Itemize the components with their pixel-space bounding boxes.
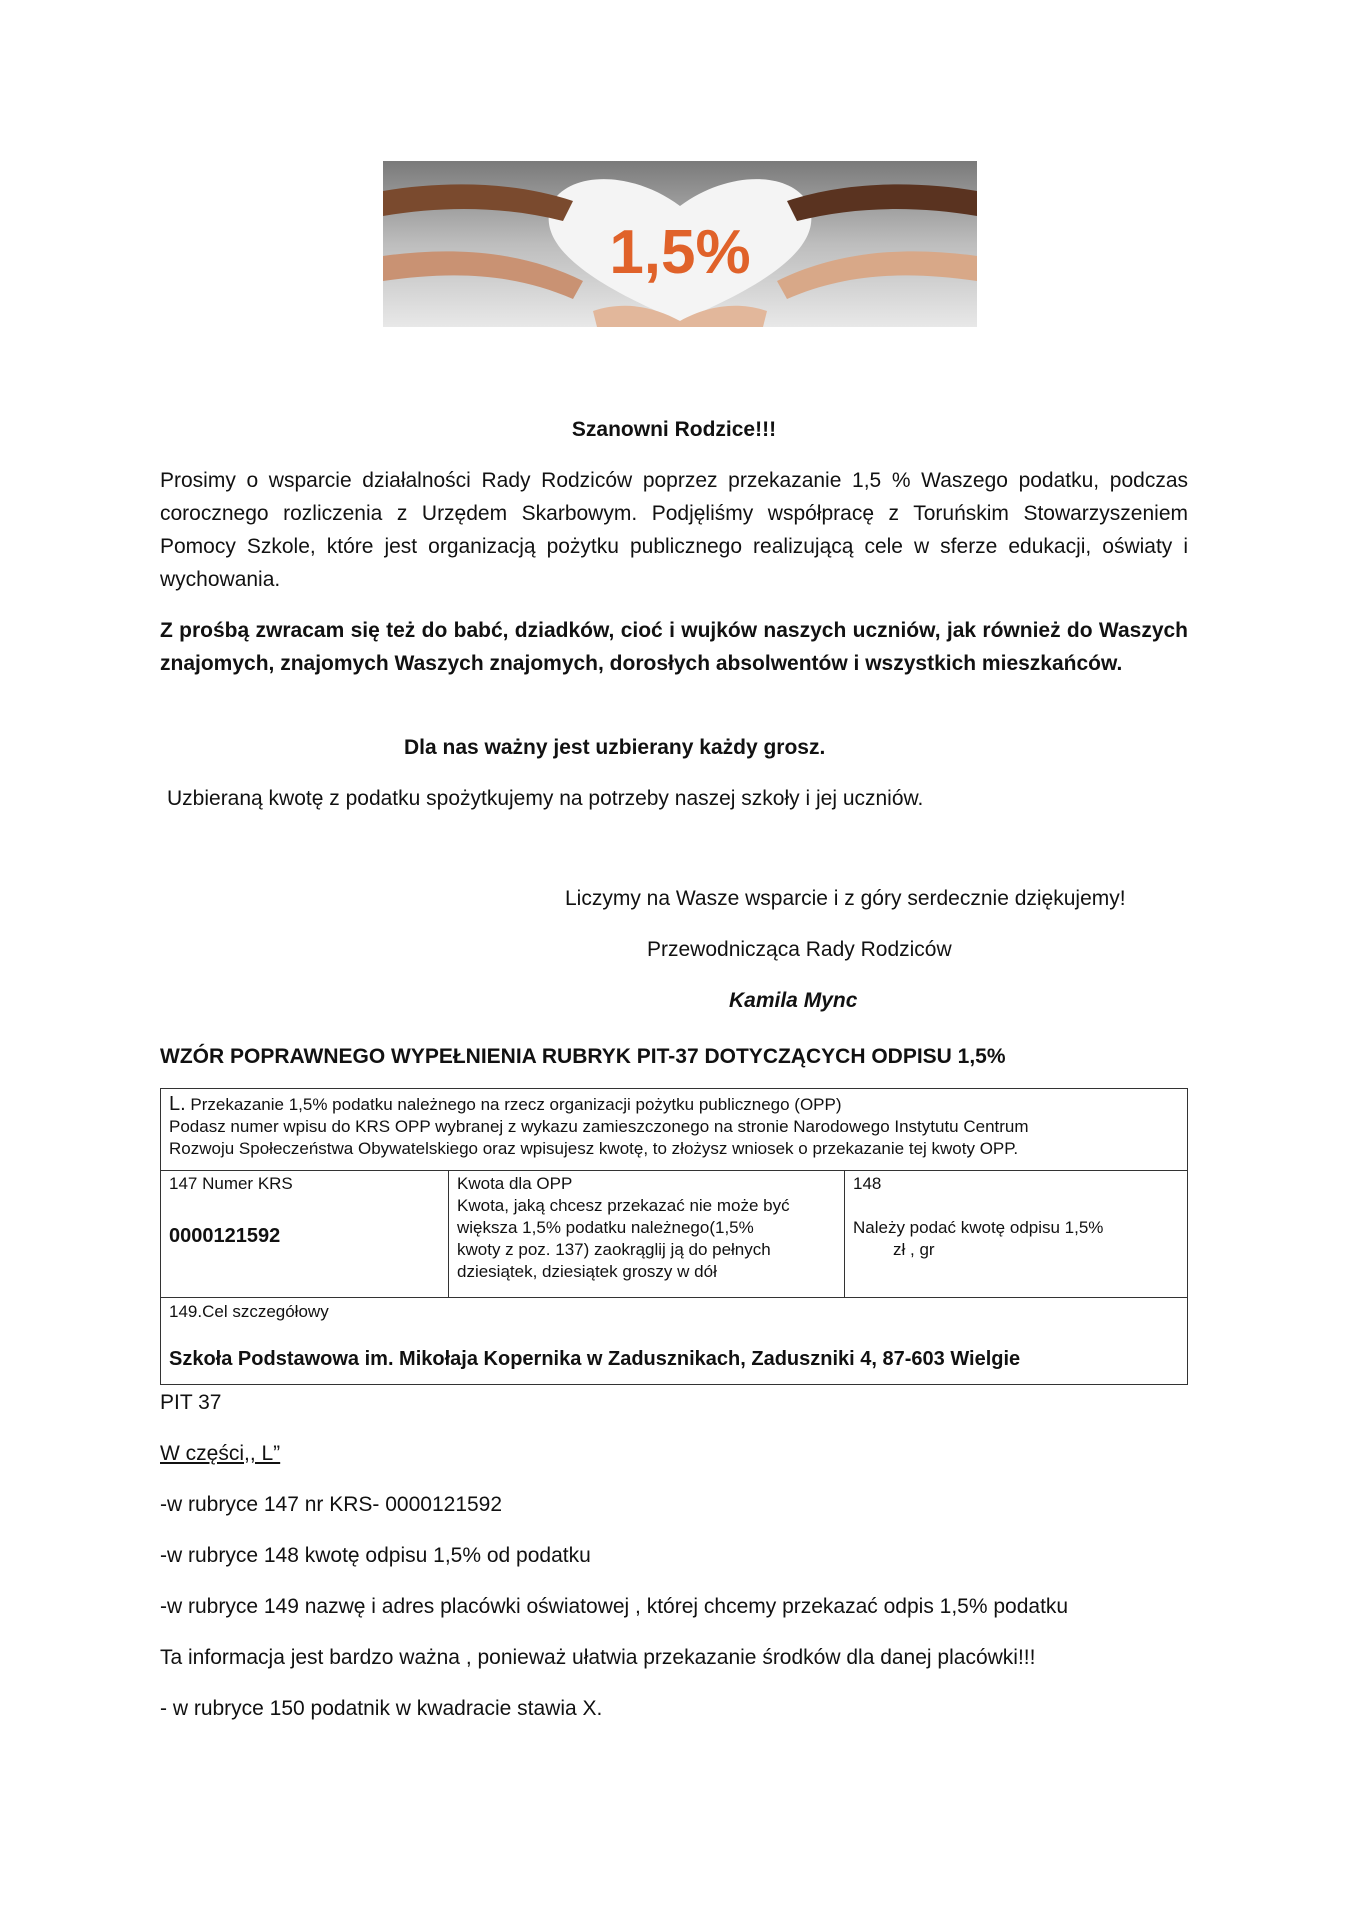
field-148-label: 148: [853, 1174, 882, 1193]
thanks-line: Liczymy na Wasze wsparcie i z góry serdecznie dziękujemy!: [565, 887, 1126, 910]
amount-desc-3: kwoty z poz. 137) zaokrąglij ją do pełnych: [457, 1240, 771, 1259]
instruction-148: -w rubryce 148 kwotę odpisu 1,5% od podatku: [160, 1544, 591, 1567]
section-title: Przekazanie 1,5% podatku należnego na rzecz organizacji pożytku publicznego (OPP): [190, 1095, 842, 1114]
instruction-149: -w rubryce 149 nazwę i adres placówki oświatowej , której chcemy przekazać odpis 1,5% podatku: [160, 1595, 1069, 1618]
banner-image: [383, 161, 977, 327]
instruction-150: - w rubryce 150 podatnik w kwadracie stawia X.: [160, 1697, 603, 1720]
field-148-units: zł , gr: [893, 1240, 935, 1259]
krs-cell: [161, 1171, 449, 1298]
goal-cell: [161, 1298, 1187, 1384]
section-desc-2: Rozwoju Społeczeństwa Obywatelskiego oraz wpisujesz kwotę, to złożysz wniosek o przekazanie tej kwoty OPP.: [169, 1139, 1019, 1158]
section-desc-1: Podasz numer wpisu do KRS OPP wybranej z wykazu zamieszczonego na stronie Narodowego Instytutu Centrum: [169, 1117, 1029, 1136]
goal-label: 149.Cel szczegółowy: [169, 1302, 329, 1321]
amount-desc-1: Kwota, jaką chcesz przekazać nie może być: [457, 1196, 790, 1215]
form-section-header: [161, 1089, 1187, 1171]
krs-label: 147 Numer KRS: [169, 1174, 293, 1193]
important-note: Ta informacja jest bardzo ważna , ponieważ ułatwia przekazanie środków dla danej placówki!!!: [160, 1646, 1036, 1669]
signature-name: Kamila Mync: [729, 989, 858, 1012]
signature-role: Przewodnicząca Rady Rodziców: [647, 938, 952, 961]
field-148-cell: [845, 1171, 1187, 1298]
part-label: W części,, L”: [160, 1442, 281, 1465]
field-148-note: Należy podać kwotę odpisu 1,5%: [853, 1218, 1104, 1237]
motto: Dla nas ważny jest uzbierany każdy grosz.: [404, 736, 826, 759]
pit-label: PIT 37: [160, 1391, 222, 1414]
usage-note: Uzbieraną kwotę z podatku spożytkujemy na potrzeby naszej szkoły i jej uczniów.: [167, 787, 924, 810]
pit-form-sample: [160, 1088, 1188, 1385]
intro-paragraph: Prosimy o wsparcie działalności Rady Rodziców poprzez przekazanie 1,5 % Waszego podatku, podczas corocznego rozliczenia z Urzędem Skarbowym. Podjęliśmy współpracę z Toruńskim Stowarzyszeniem Pomocy Szkole, które jest organizacją pożytku publicznego realizującą cele w sferze edukacji, oświaty i wychowania.: [160, 469, 1188, 591]
amount-desc-4: dziesiątek, dziesiątek groszy w dół: [457, 1262, 717, 1281]
krs-value: 0000121592: [169, 1225, 281, 1247]
form-heading: WZÓR POPRAWNEGO WYPEŁNIENIA RUBRYK PIT-37 DOTYCZĄCYCH ODPISU 1,5%: [160, 1045, 1006, 1068]
greeting: Szanowni Rodzice!!!: [571, 418, 777, 441]
amount-label: Kwota dla OPP: [457, 1174, 573, 1193]
banner-text: 1,5%: [609, 218, 751, 287]
goal-value: Szkoła Podstawowa im. Mikołaja Kopernika w Zadusznikach, Zaduszniki 4, 87-603 Wielgie: [169, 1348, 1021, 1370]
appeal-paragraph: Z prośbą zwracam się też do babć, dziadków, cioć i wujków naszych uczniów, jak również do Waszych znajomych, znajomych Waszych znajomych, dorosłych absolwentów i wszystkich mieszkańców.: [160, 619, 1188, 675]
instruction-147: -w rubryce 147 nr KRS- 0000121592: [160, 1493, 503, 1516]
amount-desc-2: większa 1,5% podatku należnego(1,5%: [457, 1218, 754, 1237]
amount-cell: [449, 1171, 845, 1298]
section-letter: L.: [169, 1093, 186, 1115]
